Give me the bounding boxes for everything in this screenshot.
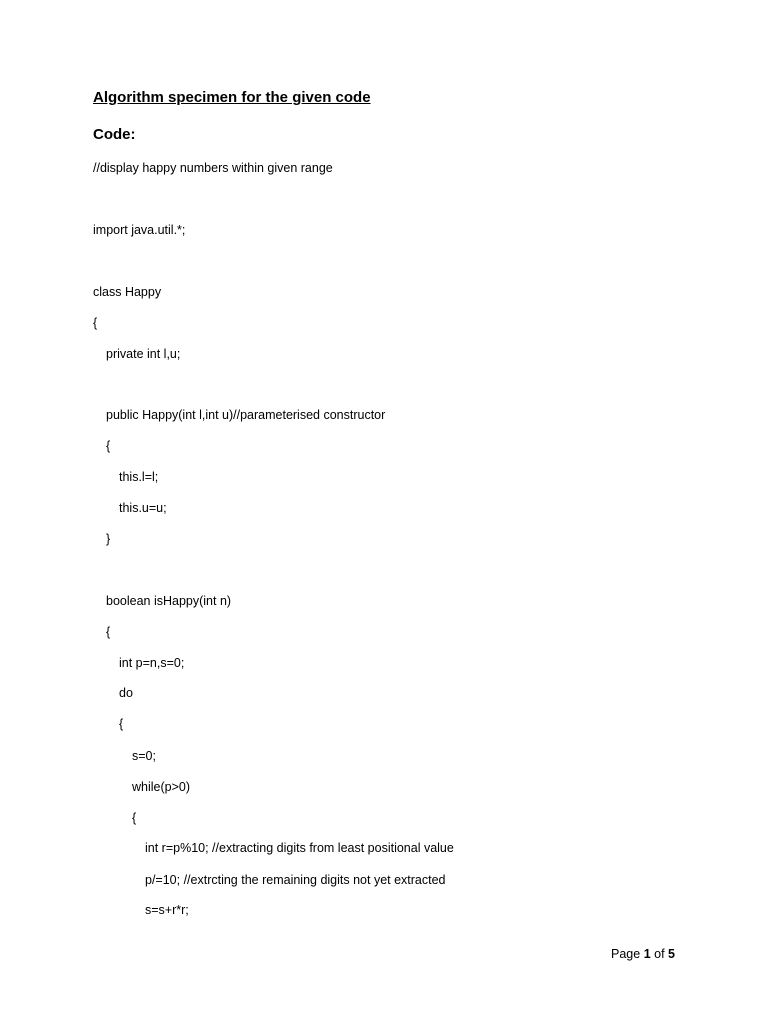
code-line: do <box>119 686 133 700</box>
footer-page-word: Page <box>611 947 641 961</box>
code-line: int p=n,s=0; <box>119 656 185 670</box>
code-line: boolean isHappy(int n) <box>106 594 232 608</box>
code-line: { <box>119 717 124 731</box>
code-line: while(p>0) <box>132 780 191 794</box>
code-line: public Happy(int l,int u)//parameterised constructor <box>106 408 386 422</box>
code-line: p/=10; //extrcting the remaining digits not yet extracted <box>145 873 446 887</box>
code-line: { <box>106 625 111 639</box>
code-line: { <box>93 316 98 330</box>
code-line: s=0; <box>132 749 156 763</box>
code-line: { <box>132 811 137 825</box>
code-line: class Happy <box>93 285 162 299</box>
document-title: Algorithm specimen for the given code <box>93 89 371 106</box>
code-line: import java.util.*; <box>93 223 186 237</box>
page-number-footer <box>611 947 675 961</box>
code-line: //display happy numbers within given range <box>93 161 333 175</box>
code-line: { <box>106 439 111 453</box>
footer-total-pages: 5 <box>668 947 675 961</box>
footer-of-word: of <box>654 947 665 961</box>
code-line: int r=p%10; //extracting digits from least positional value <box>145 841 454 855</box>
code-line: this.l=l; <box>119 470 159 484</box>
code-line: s=s+r*r; <box>145 903 189 917</box>
code-line: } <box>106 532 111 546</box>
footer-current-page: 1 <box>643 947 651 961</box>
code-heading: Code: <box>93 126 136 143</box>
code-line: this.u=u; <box>119 501 167 515</box>
code-line: private int l,u; <box>106 347 181 361</box>
